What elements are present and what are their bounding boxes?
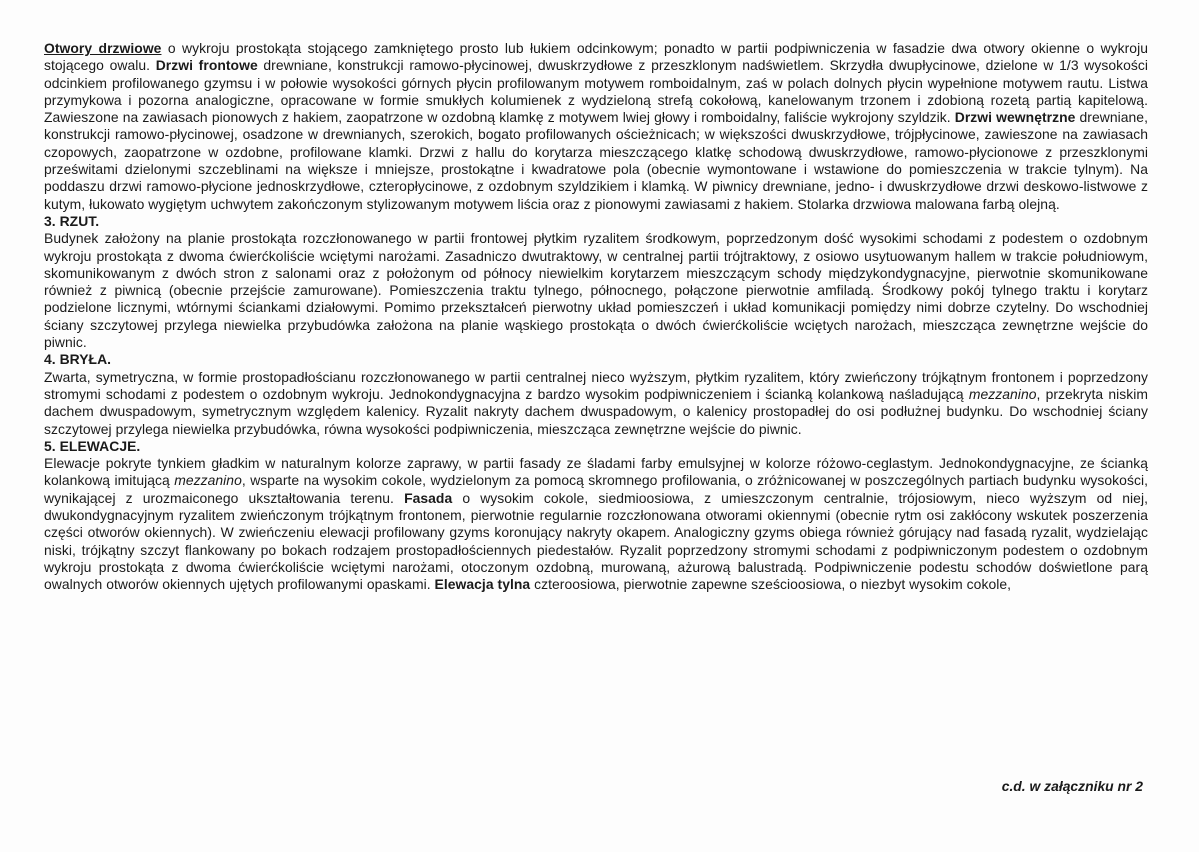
- document-body: [44, 40, 1148, 594]
- paragraph-bryla: [44, 369, 1148, 438]
- text-fragment: drewniane, konstrukcji ramowo-płycinowej, dwuskrzydłowe z przeszklonym nadświetlem. Skrzydła dwupłycinowe, dzielone w 1/3 wysokości odcinkiem profilowanego gzymsu i w połowie wysokości górnych płycin profilowanym motywem romboidalnym, zaś w polach dolnych płycin wypełnione motywem rautu. Listwa przymykowa i pozorna analogiczne, opracowane w formie smukłych kolumienek z wydzieloną strefą cokołową, kanelowanym trzonem i zdobioną rozetą partią kapitelową. Zawieszone na zawiasach pionowych z hakiem, zaopatrzone w ozdobną klamkę z motywem lwiej głowy i romboidalny, faliście wykrojony szyldzik.: [44, 57, 1149, 126]
- text-fragment: Zwarta, symetryczna, w formie prostopadłościanu rozczłonowanego w partii centralnej nieco wyższym, płytkim ryzalitem, który zwieńczony trójkątnym frontonem i poprzedzony stromymi schodami z podestem o ozdobnym wykroju. Jednokondygnacyjna z bardzo wysokim podpiwniczeniem i ścianką kolankową naśladującą: [44, 368, 1148, 402]
- term-elewacja-tylna: Elewacja tylna: [434, 576, 531, 593]
- term-otwory-drzwiowe: Otwory drzwiowe: [44, 40, 162, 56]
- term-drzwi-frontowe: Drzwi frontowe: [155, 57, 258, 74]
- heading-bryla: 4. BRYŁA.: [44, 351, 112, 368]
- text-fragment: czteroosiowa, pierwotnie zapewne sześcioosiowa, o niezbyt wysokim cokole,: [530, 576, 1012, 593]
- continuation-note: c.d. w załączniku nr 2: [1001, 778, 1143, 794]
- heading-rzut: 3. RZUT.: [44, 212, 100, 229]
- text-fragment: Elewacje pokryte tynkiem gładkim w naturalnym kolorze zaprawy, w partii fasady ze śladami farby emulsyjnej w kolorze różowo-ceglastym. Jednokondygnacyjne, ze ścianką kolankową imitującą: [44, 455, 1148, 489]
- text-fragment: , wsparte na wysokim cokole, wydzielonym za pomocą skromnego profilowania, o zróżnicowanej w poszczególnych partiach budynku wysokości, wynikającej z urozmaiconego ukształtowania terenu.: [44, 472, 1148, 506]
- term-mezzanino: mezzanino: [174, 472, 242, 489]
- text-fragment: , przekryta niskim dachem dwuspadowym, symetrycznym względem kalenicy. Ryzalit nakryty dachem dwuspadowym, o kalenicy prostopadłej do osi podłużnej budynku. Do wschodniej ściany szczytowej przylega niewielka przybudówka, równa wysokości podpiwniczenia, mieszcząca zewnętrzne wejście do piwnic.: [44, 385, 1148, 437]
- term-mezzanino: mezzanino: [968, 385, 1037, 402]
- term-fasada: Fasada: [404, 489, 453, 506]
- paragraph-rzut: Budynek założony na planie prostokąta rozczłonowanego w partii frontowej płytkim ryzalitem środkowym, poprzedzonym dość wysokimi schodami z podestem o ozdobnym wykroju prostokąta z dwoma ćwierćkoliście wciętymi narożami. Zasadniczo dwutraktowy, w centralnej partii trójtraktowy, z osiowo usytuowanym hallem w trakcie południowym, skomunikowanym z dwóch stron z salonami oraz z położonym od północy niewielkim korytarzem mieszczącym schody międzykondygnacyjne, pierwotnie skomunikowane również z piwnicą (obecnie przejście zamurowane). Pomieszczenia traktu tylnego, północnego, połączone pierwotnie amfiladą. Środkowy pokój tylnego traktu i korytarz podzielone licznymi, wtórnymi ściankami działowymi. Pomimo przekształceń pierwotny układ pomieszczeń i układ komunikacji pomiędzy nimi dobrze czytelny. Do wschodniej ściany szczytowej przylega niewielka przybudówka założona na planie wąskiego prostokąta o dwóch ćwierćkoliście wciętych narożach, mieszcząca zewnętrzne wejście do piwnic.: [44, 230, 1148, 351]
- text-fragment: o wykroju prostokąta stojącego zamkniętego prosto lub łukiem odcinkowym; ponadto w partii podpiwniczenia w fasadzie dwa otwory okienne o wykroju stojącego owalu.: [44, 40, 1148, 74]
- paragraph-elewacje: [44, 455, 1148, 593]
- text-fragment: o wysokim cokole, siedmioosiowa, z umieszczonym centralnie, trójosiowym, nieco wyższym od niej, dwukondygnacyjnym ryzalitem zwieńczonym trójkątnym frontonem, pierwotnie regularnie rozczłonowana otworami okiennymi (obecnie rytm osi zakłócony wskutek poszerzenia części otworów okiennych). W zwieńczeniu elewacji profilowany gzyms koronujący nakryty okapem. Analogiczny gzyms obiega również górujący nad fasadą ryzalit, wydzielając niski, trójkątny szczyt flankowany po bokach rodzajem prostopadłościennych piedestałów. Ryzalit poprzedzony stromymi schodami z podpiwniczonym podestem o ozdobnym wykroju prostokąta z dwoma ćwierćkoliście wciętymi narożami, otoczonym ozdobną, murowaną, ażurową balustradą. Podpiwniczenie podestu schodów doświetlone parą owalnych otworów okiennych ujętych profilowanymi opaskami.: [44, 489, 1148, 593]
- term-drzwi-wewnetrzne: Drzwi wewnętrzne: [954, 109, 1076, 126]
- text-fragment: drewniane, konstrukcji ramowo-płycinowej, osadzone w drewnianych, szerokich, bogato profilowanych ościeżnicach; w większości dwuskrzydłowe, trójpłycinowe, zawieszone na zawiasach czopowych, zaopatrzone w ozdobne, profilowane klamki. Drzwi z hallu do korytarza mieszczącego klatkę schodową dwuskrzydłowe, ramowo-płycionowe z przeszklonymi prześwitami dzielonymi szczeblinami na większe i mniejsze, prostokątne i kwadratowe pola (obecnie wymontowane i wstawione do pomieszczenia w trakcie tylnym). Na poddaszu drzwi ramowo-płycione jednoskrzydłowe, czteropłycinowe, z ozdobnym szyldzikiem i klamką. W piwnicy drewniane, jedno- i dwuskrzydłowe drzwi deskowo-listwowe z kutym, łukowato wygiętym uchwytem zakończonym stylizowanym motywem liścia oraz z pionowymi zawiasami z hakiem. Stolarka drzwiowa malowana farbą olejną.: [44, 109, 1148, 212]
- paragraph-doors: [44, 40, 1148, 213]
- heading-elewacje: 5. ELEWACJE.: [44, 437, 141, 454]
